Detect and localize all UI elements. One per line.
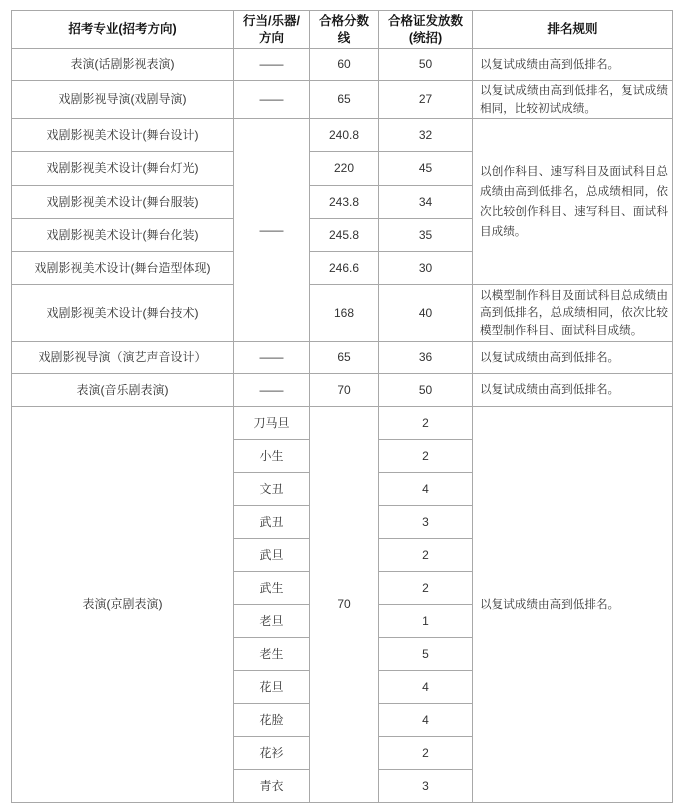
major-cell: 戏剧影视导演(戏剧导演) (12, 81, 234, 119)
certs-cell: 50 (379, 374, 473, 407)
certs-cell: 2 (379, 539, 473, 572)
rule-cell-merged: 以创作科目、速写科目及面试科目总成绩由高到低排名，总成绩相同，依次比较创作科目、速写科目、面试科目成绩。 (473, 119, 673, 285)
track-cell: 花衫 (234, 737, 310, 770)
major-cell: 表演(话剧影视表演) (12, 49, 234, 81)
certs-cell: 4 (379, 671, 473, 704)
table-row (12, 119, 673, 152)
score-cell-merged: 70 (310, 407, 379, 803)
score-cell: 65 (310, 342, 379, 374)
certs-cell: 2 (379, 407, 473, 440)
header-major: 招考专业(招考方向) (12, 11, 234, 49)
certs-cell: 2 (379, 572, 473, 605)
admission-table (11, 10, 673, 803)
track-cell: 武生 (234, 572, 310, 605)
score-cell: 220 (310, 152, 379, 186)
certs-cell: 2 (379, 440, 473, 473)
certs-cell: 40 (379, 285, 473, 342)
rule-cell: 以复试成绩由高到低排名。 (473, 374, 673, 407)
track-cell: 花脸 (234, 704, 310, 737)
major-cell-merged: 表演(京剧表演) (12, 407, 234, 803)
track-cell: 老生 (234, 638, 310, 671)
certs-cell: 4 (379, 473, 473, 506)
score-cell: 60 (310, 49, 379, 81)
track-cell: 小生 (234, 440, 310, 473)
major-cell: 戏剧影视美术设计(舞台服装) (12, 186, 234, 219)
header-row (12, 11, 673, 49)
score-cell: 243.8 (310, 186, 379, 219)
rule-cell-merged: 以复试成绩由高到低排名。 (473, 407, 673, 803)
header-score: 合格分数 线 (310, 11, 379, 49)
header-track: 行当/乐器/ 方向 (234, 11, 310, 49)
rule-cell: 以复试成绩由高到低排名。 (473, 49, 673, 81)
table-row (12, 81, 673, 119)
table-row (12, 342, 673, 374)
major-cell: 戏剧影视美术设计(舞台技术) (12, 285, 234, 342)
track-cell: 花旦 (234, 671, 310, 704)
score-cell: 246.6 (310, 252, 379, 285)
major-cell: 戏剧影视导演（演艺声音设计） (12, 342, 234, 374)
header-certs: 合格证发放数 (统招) (379, 11, 473, 49)
rule-cell: 以复试成绩由高到低排名，复试成绩相同，比较初试成绩。 (473, 81, 673, 119)
certs-cell: 45 (379, 152, 473, 186)
certs-cell: 36 (379, 342, 473, 374)
rule-cell: 以复试成绩由高到低排名。 (473, 342, 673, 374)
track-cell: 青衣 (234, 770, 310, 803)
certs-cell: 35 (379, 219, 473, 252)
track-cell: 武旦 (234, 539, 310, 572)
rule-cell: 以模型制作科目及面试科目总成绩由高到低排名，总成绩相同，依次比较模型制作科目、面试科目成绩。 (473, 285, 673, 342)
certs-cell: 32 (379, 119, 473, 152)
certs-cell: 3 (379, 770, 473, 803)
track-cell: 老旦 (234, 605, 310, 638)
major-cell: 戏剧影视美术设计(舞台设计) (12, 119, 234, 152)
certs-cell: 2 (379, 737, 473, 770)
certs-cell: 5 (379, 638, 473, 671)
score-cell: 245.8 (310, 219, 379, 252)
certs-cell: 27 (379, 81, 473, 119)
score-cell: 240.8 (310, 119, 379, 152)
score-cell: 70 (310, 374, 379, 407)
certs-cell: 30 (379, 252, 473, 285)
header-rule: 排名规则 (473, 11, 673, 49)
major-cell: 戏剧影视美术设计(舞台造型体现) (12, 252, 234, 285)
track-cell: 刀马旦 (234, 407, 310, 440)
table-row (12, 374, 673, 407)
track-cell: —— (234, 49, 310, 81)
table-row (12, 407, 673, 440)
score-cell: 168 (310, 285, 379, 342)
track-cell: 武丑 (234, 506, 310, 539)
major-cell: 戏剧影视美术设计(舞台化装) (12, 219, 234, 252)
track-cell: —— (234, 374, 310, 407)
major-cell: 表演(音乐剧表演) (12, 374, 234, 407)
track-cell: —— (234, 81, 310, 119)
score-cell: 65 (310, 81, 379, 119)
certs-cell: 50 (379, 49, 473, 81)
certs-cell: 4 (379, 704, 473, 737)
certs-cell: 1 (379, 605, 473, 638)
certs-cell: 34 (379, 186, 473, 219)
track-cell: 文丑 (234, 473, 310, 506)
major-cell: 戏剧影视美术设计(舞台灯光) (12, 152, 234, 186)
table-row (12, 285, 673, 342)
table-row (12, 49, 673, 81)
certs-cell: 3 (379, 506, 473, 539)
track-cell-merged: —— (234, 119, 310, 342)
track-cell: —— (234, 342, 310, 374)
